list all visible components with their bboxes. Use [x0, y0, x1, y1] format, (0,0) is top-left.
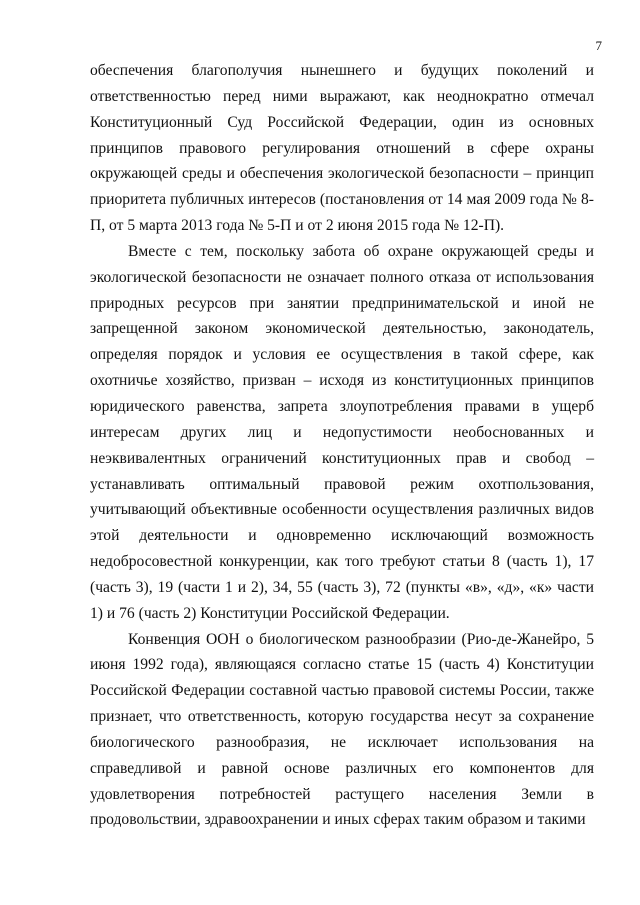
page-number: 7 [595, 38, 602, 53]
paragraph-legislative-principles: Вместе с тем, поскольку забота об охране окружающей среды и экологической безопасности не означает полного отказа от использования природных ресурсов при занятии предпринимательской и иной не запрещенной законом экономической деятельностью, законодатель, определяя порядок и условия ее осуществления в такой сфере, как охотничье хозяйство, призван – исходя из конституционных принципов юридического равенства, запрета злоупотребления правами в ущерб интересам других лиц и недопустимости необоснованных и неэквивалентных ограничений конституционных прав и свобод – устанавливать оптимальный правовой режим охотпользования, учитывающий объективные особенности осуществления различных видов этой деятельности и одновременно исключающий возможность недобросовестной конкуренции, как того требуют статьи 8 (часть 1), 17 (часть 3), 19 (части 1 и 2), 34, 55 (часть 3), 72 (пункты «в», «д», «к» части 1) и 76 (часть 2) Конституции Российской Федерации. [90, 242, 594, 622]
paragraph-un-convention: Конвенция ООН о биологическом разнообразии (Рио-де-Жанейро, 5 июня 1992 года), являющаяся согласно статье 15 (часть 4) Конституции Российской Федерации составной частью правовой системы России, также признает, что ответственность, которую государства несут за сохранение биологического разнообразия, не исключает использования на справедливой и равной основе различных его компонентов для удовлетворения потребностей растущего населения Земли в продовольствии, здравоохранении и иных сферах таким образом и такими [90, 630, 594, 829]
paragraph-continuation: обеспечения благополучия нынешнего и будущих поколений и ответственностью перед ними выражают, как неоднократно отмечал Конституционный Суд Российской Федерации, один из основных принципов правового регулирования отношений в сфере охраны окружающей среды и обеспечения экологической безопасности – принцип приоритета публичных интересов (постановления от 14 мая 2009 года № 8-П, от 5 марта 2013 года № 5-П и от 2 июня 2015 года № 12-П). [90, 62, 594, 235]
document-body [90, 58, 594, 833]
